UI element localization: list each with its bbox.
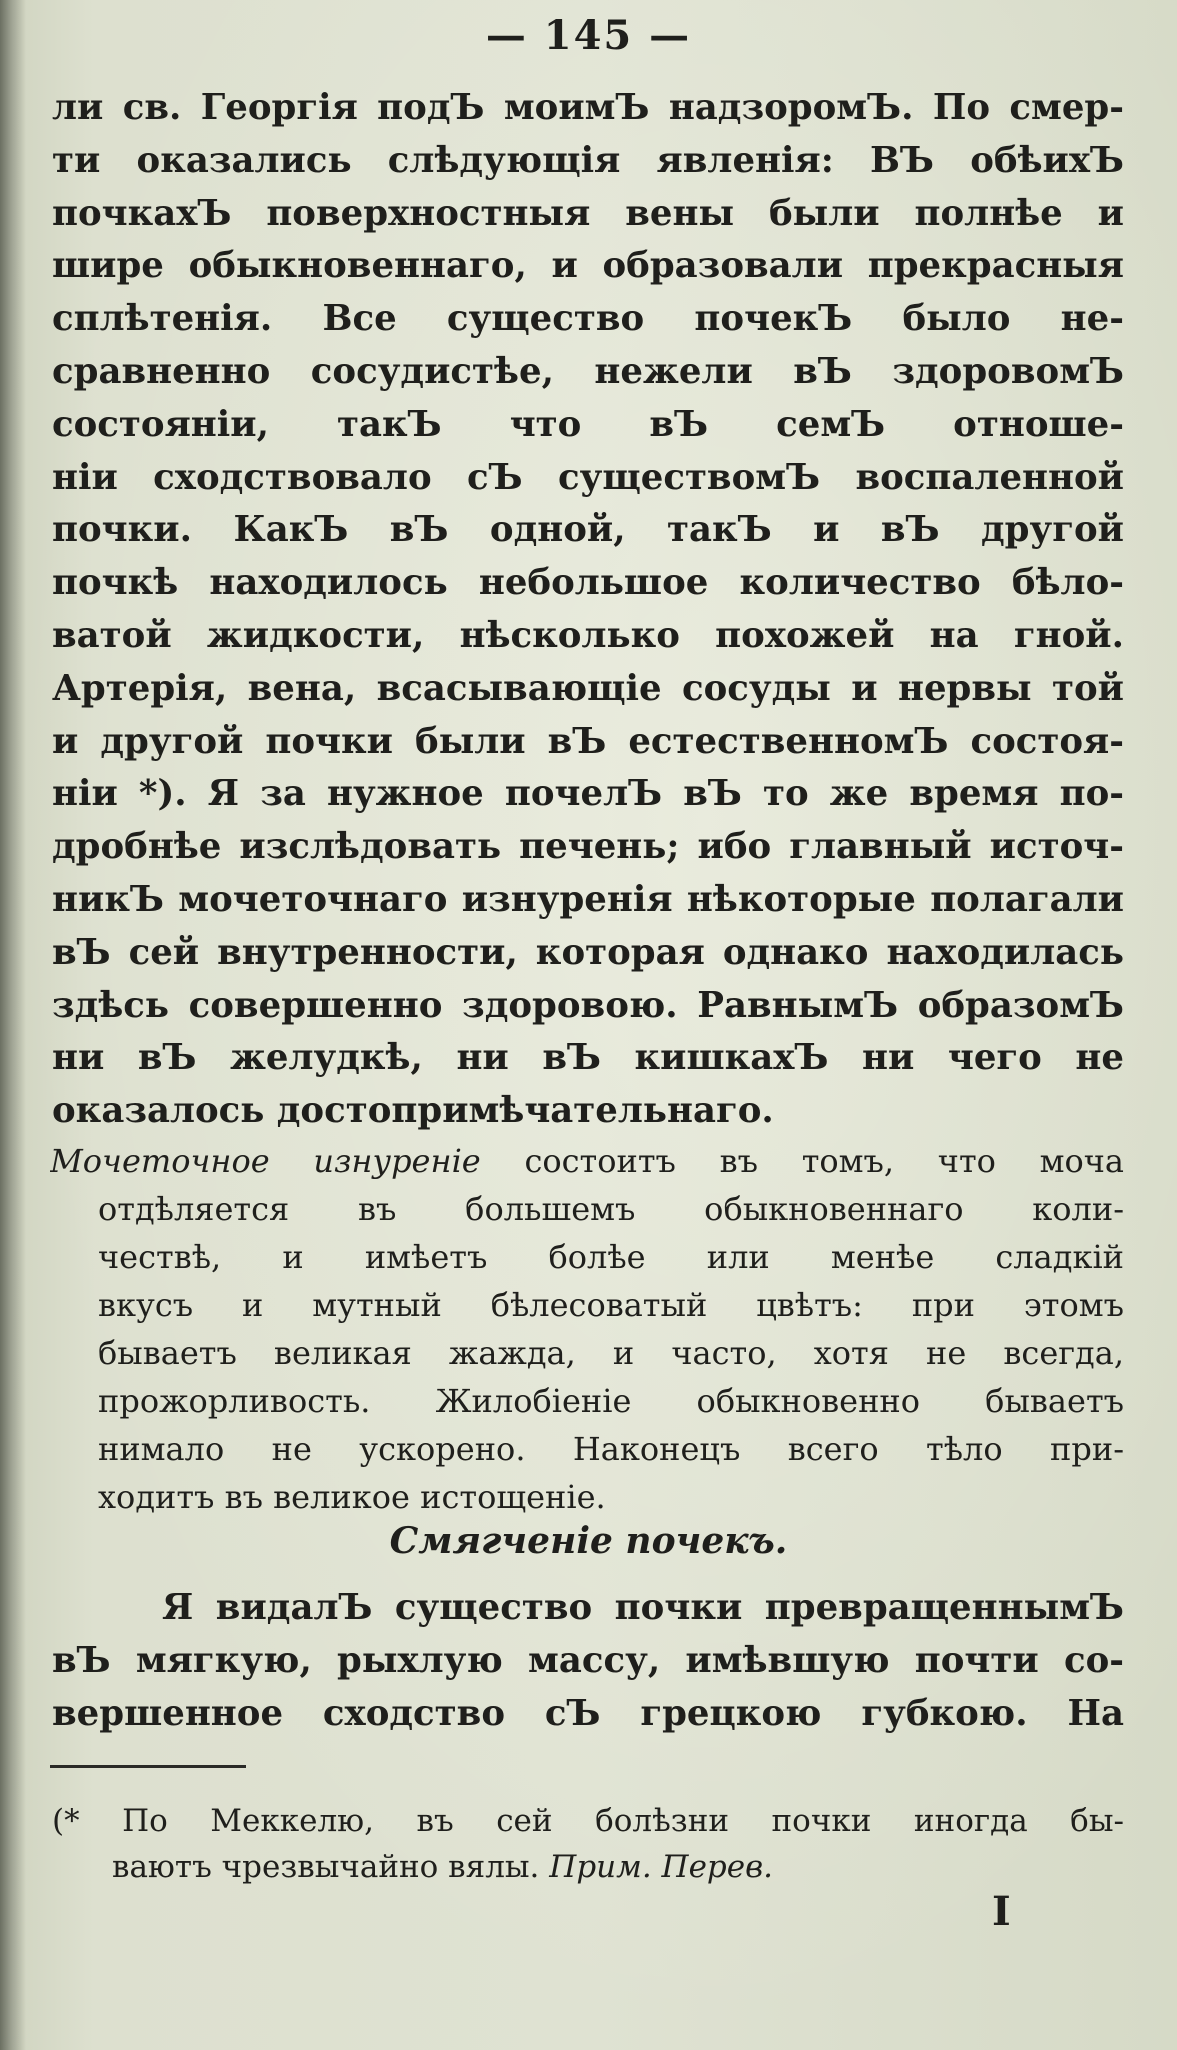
text-line: почки. КакЪ вЪ одной, такЪ и вЪ другой [52,509,1124,551]
note-first-rest: состоитъ въ томъ, что моча [480,1142,1124,1180]
footnote [52,1798,1124,1890]
main-paragraph [52,82,1124,1138]
text-line: сравненно сосудистѣе, нежели вЪ здоровомЪ [52,350,1124,392]
text-line: шире обыкновеннаго, и образовали прекрасныя [52,245,1124,287]
text-line: дробнѣе изслѣдовать печень; ибо главный источ- [52,826,1124,868]
note-line [50,1137,1124,1185]
text-line: здѣсь совершенно здоровою. РавнымЪ образомЪ [52,984,1124,1026]
text-line: сплѣтенія. Все существо почекЪ было не- [52,298,1124,340]
text-line: почкѣ находилось небольшое количество бѣло- [52,562,1124,604]
definition-note [50,1137,1124,1521]
text-line: никЪ мочеточнаго изнуренія нѣкоторые полагали [52,878,1124,920]
text-line: вЪ сей внутренности, которая однако находилась [52,931,1124,973]
printer-signature-mark: I [992,1888,1011,1935]
text-line: Артерія, вена, всасывающіе сосуды и нервы той [52,667,1124,709]
text-line: прожорливость. Жилобіеніе обыкновенно бываетъ [98,1382,1124,1420]
text-line: ти оказались слѣдующія явленія: ВЪ обѣихЪ [52,139,1124,181]
footnote-rule [50,1765,246,1768]
text-line: чествѣ, и имѣетъ болѣе или менѣе сладкій [98,1238,1124,1276]
text-line: ватой жидкости, нѣсколько похожей на гной. [52,614,1124,656]
text-line: состояніи, такЪ что вЪ семЪ отноше- [52,403,1124,445]
text-line: ни вЪ желудкѣ, ни вЪ кишкахЪ ни чего не [52,1037,1124,1079]
section-heading: Смягченіе почекъ. [389,1520,788,1562]
text-line: ніи сходствовало сЪ существомЪ воспаленной [52,456,1124,498]
text-line: оказалось достопримѣчательнаго. [52,1090,774,1132]
text-line: бываетъ великая жажда, и часто, хотя не всегда, [98,1334,1124,1372]
note-lines [50,1185,1124,1521]
text-line: отдѣляется въ большемъ обыкновеннаго коли- [98,1190,1124,1228]
page-spine-shadow [0,0,26,2050]
text-line: ніи *). Я за нужное почелЪ вЪ то же время по- [52,773,1124,815]
text-line: нимало не ускорено. Наконецъ всего тѣло при- [98,1430,1124,1468]
second-paragraph [52,1582,1124,1740]
text-line: вкусъ и мутный бѣлесоватый цвѣтъ: при этомъ [98,1286,1124,1324]
text-line: вершенное сходство сЪ грецкою губкою. На [52,1692,1124,1734]
footnote-attribution: Прим. Перев. [549,1849,774,1885]
text-line: и другой почки были вЪ естественномЪ состоя- [52,720,1124,762]
page-number: — 145 — [485,12,692,59]
footnote-line [52,1844,1124,1890]
text-line: почкахЪ поверхностныя вены были полнѣе и [52,192,1124,234]
text-line: ходитъ въ великое истощеніе. [98,1478,606,1516]
note-term: Мочеточное изнуреніе [50,1142,481,1180]
footnote-line: (* По Меккелю, въ сей болѣзни почки иногда бы- [52,1803,1124,1839]
text-line: Я видалЪ существо почки превращеннымЪ [162,1587,1124,1628]
footnote-text: ваютъ чрезвычайно вялы. [112,1849,550,1885]
text-line: ли св. Георгія подЪ моимЪ надзоромЪ. По смер- [52,87,1124,128]
text-line: вЪ мягкую, рыхлую массу, имѣвшую почти со- [52,1639,1124,1681]
